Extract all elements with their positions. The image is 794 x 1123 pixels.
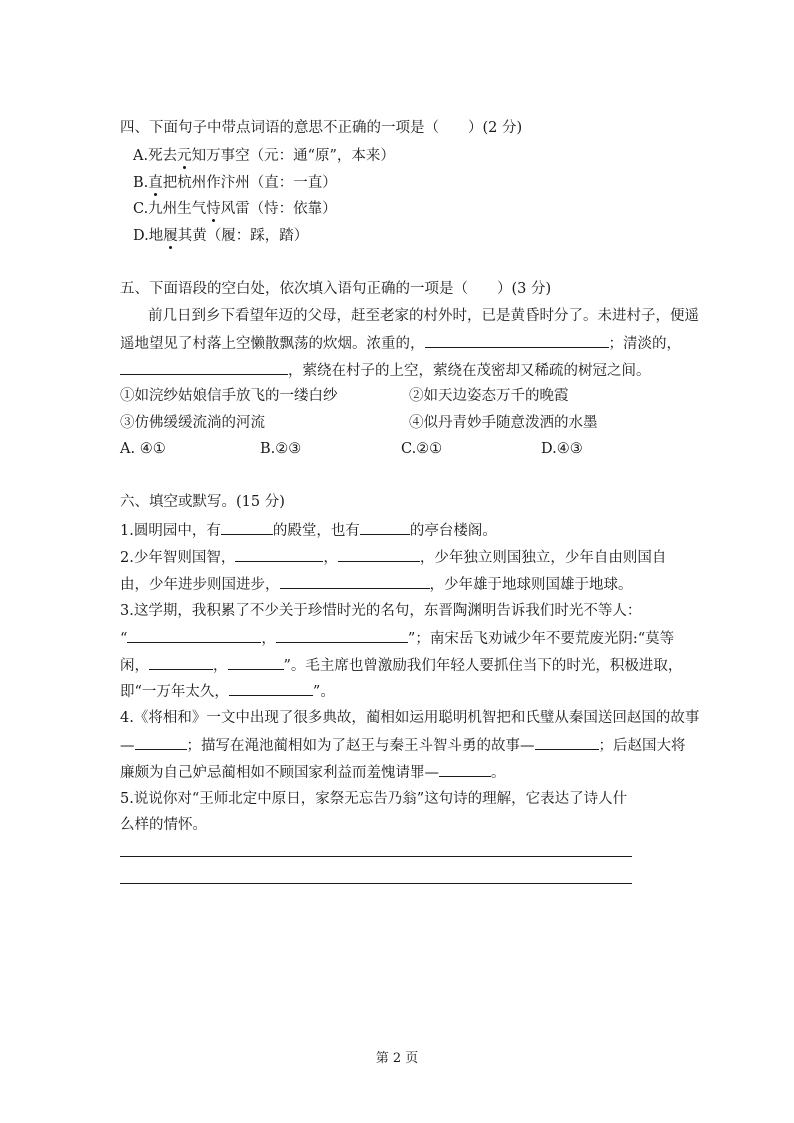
q4-title: 四、下面句子中带点词语的意思不正确的一项是（ ）(2 分) [120, 120, 523, 136]
q6-s2c: ，少年独立则国独立，少年自由则国自 [419, 550, 667, 566]
q5-choice-b[interactable]: B.②③ [260, 441, 302, 457]
q5-item-4: ④似丹青妙手随意泼洒的水墨 [409, 415, 598, 431]
q5-title: 五、下面语段的空白处，依次填入语句正确的一项是（ ）(3 分) [120, 281, 552, 297]
q4-c-dotted: 恃 [206, 201, 221, 217]
q6-s2a: 2.少年智则国智， [120, 550, 236, 566]
q4-d-post: 其黄（履：踩，踏） [177, 228, 309, 244]
q5-p2b: ；清淡的， [608, 336, 681, 352]
q6-item-3-line-1: 3.这学期，我积累了不少关于珍惜时光的名句，东晋陶渊明告诉我们时光不等人： [120, 603, 642, 619]
q6-3-blank-5[interactable] [229, 681, 313, 696]
q6-title: 六、填空或默写。(15 分) [120, 494, 285, 510]
q4-d-dotted: 履 [163, 228, 178, 244]
q6-item-4-line-1: 4.《将相和》一文中出现了很多典故，蔺相如运用聪明机智把和氏璧从秦国送回赵国的故事 [120, 710, 700, 726]
q5-item-2: ②如天边姿态万千的晚霞 [409, 388, 569, 404]
q6-s3i: ”。 [312, 684, 335, 700]
answer-line-2[interactable] [120, 883, 632, 884]
q6-4-blank-2[interactable] [535, 735, 599, 750]
q5-item-1: ①如浣纱姑娘信手放飞的一缕白纱 [120, 388, 338, 404]
q6-s3e: 闲， [120, 658, 149, 674]
q4-b-post: 把杭州作汴州（直：一直） [162, 175, 337, 191]
q6-s4d: ；后赵国大将 [598, 738, 686, 754]
q4-a-dotted: 元 [177, 148, 192, 164]
q5-p3: ，萦绕在村子的上空，萦绕在茂密却又稀疏的树冠之间。 [288, 363, 651, 379]
q5-blank-2[interactable] [120, 360, 288, 375]
q4-d-pre: D.地 [133, 228, 164, 244]
q6-s3b: “ [120, 631, 128, 647]
q6-2-blank-1[interactable] [235, 547, 323, 562]
q6-item-2-line-2 [120, 574, 633, 595]
q5-passage-line-2 [120, 333, 681, 354]
q6-3-blank-4[interactable] [228, 655, 284, 670]
q6-item-1 [120, 520, 497, 541]
q5-item-3: ③仿佛缓缓流淌的河流 [120, 415, 265, 431]
q6-1-blank-1[interactable] [221, 520, 273, 535]
q6-s2e: ，少年雄于地球则国雄于地球。 [429, 577, 633, 593]
q6-s1c: 的亭台楼阁。 [409, 523, 497, 539]
q4-a-pre: A.死去 [133, 148, 178, 164]
q4-b-pre: B. [133, 175, 149, 191]
q6-4-blank-3[interactable] [439, 762, 491, 777]
q5-blank-1[interactable] [425, 333, 609, 348]
q6-s4c: ；描写在渑池蔺相如为了赵王与秦王斗智斗勇的故事— [186, 738, 535, 754]
q6-item-3-line-3 [120, 655, 682, 676]
q4-b-dotted: 直 [148, 175, 163, 191]
q6-item-5-line-2: 么样的情怀。 [120, 817, 207, 833]
q4-option-d [133, 226, 308, 246]
q6-s1b: 的殿堂，也有 [272, 523, 360, 539]
q6-s4e: 廉颇为自己妒忌蔺相如不顾国家利益而羞愧请罪— [120, 765, 439, 781]
q4-option-a [133, 146, 395, 166]
q4-option-c [133, 199, 337, 219]
q5-passage-line-3 [120, 360, 651, 381]
q6-s4f: 。 [491, 765, 506, 781]
q6-s3g: ”。毛主席也曾激励我们年轻人要抓住当下的时光，积极进取， [283, 658, 683, 674]
q6-3-blank-2[interactable] [276, 628, 408, 643]
page-number: 第 2 页 [375, 1051, 419, 1066]
q6-item-5-line-1: 5.说说你对“王师北定中原日，家祭无忘告乃翁”这句诗的理解，它表达了诗人什 [120, 791, 628, 807]
q6-4-blank-1[interactable] [135, 735, 187, 750]
answer-line-1[interactable] [120, 856, 632, 857]
q5-choice-d[interactable]: D.④③ [541, 441, 583, 457]
q6-1-blank-2[interactable] [360, 520, 410, 535]
q6-item-2-line-1 [120, 547, 666, 568]
q4-a-post: 知万事空（元：通“原”，本来） [191, 148, 395, 164]
q6-item-3-line-4 [120, 681, 335, 702]
q4-c-post: 风雷（恃：依靠） [220, 201, 337, 217]
q6-s4b: — [120, 738, 135, 754]
q6-s3h: 即“一万年太久， [120, 684, 229, 700]
q6-s3f: ， [213, 658, 228, 674]
q6-s3c: ， [261, 631, 276, 647]
q6-item-4-line-2 [120, 735, 686, 756]
q4-option-b [133, 173, 337, 193]
q6-s2d: 由，少年进步则国进步， [120, 577, 280, 593]
q6-3-blank-1[interactable] [127, 628, 261, 643]
q6-2-blank-2[interactable] [338, 547, 420, 562]
q6-3-blank-3[interactable] [149, 655, 213, 670]
q5-p2a: 遥地望见了村落上空懒散飘荡的炊烟。浓重的， [120, 336, 425, 352]
q5-choice-c[interactable]: C.②① [401, 441, 443, 457]
q5-passage-line-1: 前几日到乡下看望年迈的父母，赶至老家的村外时，已是黄昏时分了。未进村子，便遥 [148, 308, 699, 324]
q6-item-4-line-3 [120, 762, 506, 783]
q6-2-blank-3[interactable] [280, 574, 430, 589]
q5-choice-a[interactable]: A. ④① [120, 441, 166, 457]
q6-s3d: ”；南宋岳飞劝诫少年不要荒废光阴:“莫等 [407, 631, 675, 647]
q6-s2b: ， [323, 550, 338, 566]
q4-c-pre: C.九州生气 [133, 201, 207, 217]
q6-s1a: 1.圆明园中，有 [120, 523, 221, 539]
q6-item-3-line-2 [120, 628, 674, 649]
